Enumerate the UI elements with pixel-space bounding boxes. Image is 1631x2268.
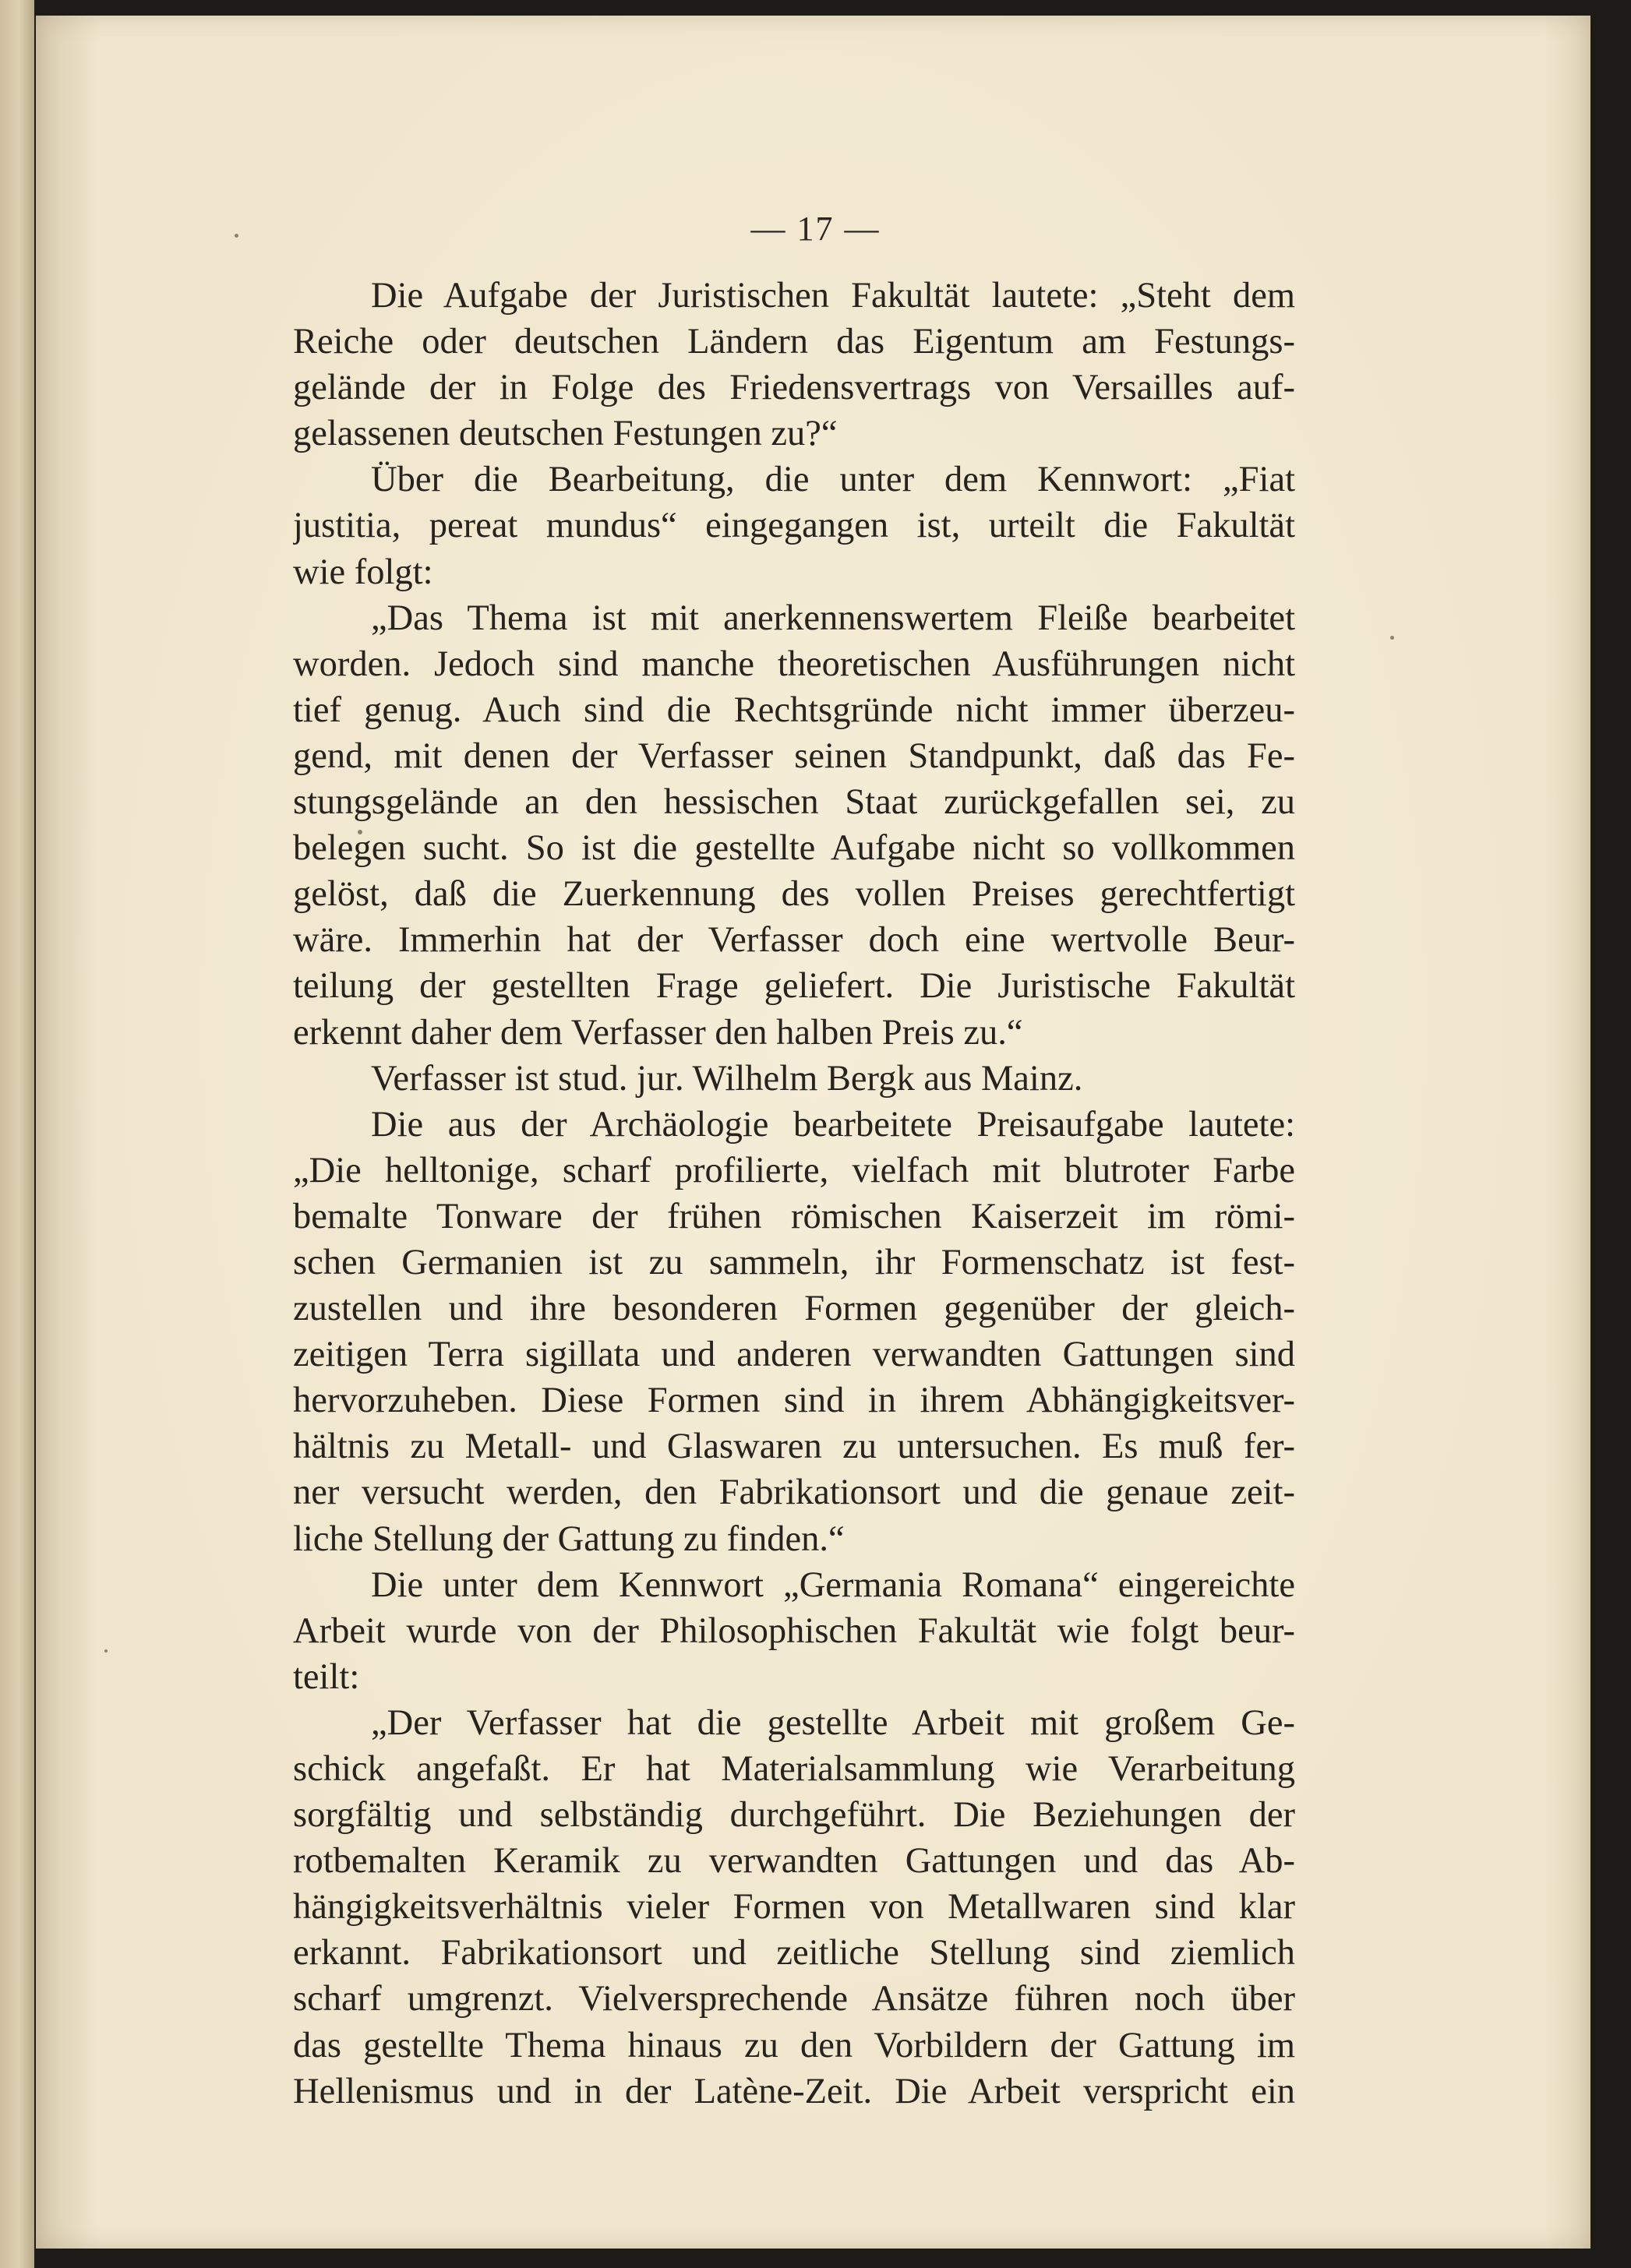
text-line: „Der Verfasser hat die gestellte Arbeit mit großem Ge- — [371, 1702, 1295, 1743]
text-line: bemalte Tonware der frühen römischen Kaiserzeit im römi- — [293, 1196, 1295, 1236]
text-line: Reiche oder deutschen Ländern das Eigentum am Festungs- — [293, 322, 1295, 362]
text-line: gelassenen deutschen Festungen zu?“ — [293, 414, 838, 454]
text-line: worden. Jedoch sind manche theoretischen Ausführungen nicht — [293, 644, 1295, 684]
paper-speck — [1390, 636, 1394, 640]
text-line: Hellenismus und in der Latène-Zeit. Die Arbeit verspricht ein — [293, 2071, 1295, 2111]
text-line: Die Aufgabe der Juristischen Fakultät lautete: „Steht dem — [371, 276, 1295, 316]
text-line: erkannt. Fabrikationsort und zeitliche Stellung sind ziemlich — [293, 1933, 1295, 1973]
text-line: ner versucht werden, den Fabrikationsort und die genaue zeit- — [293, 1473, 1295, 1513]
text-line: teilung der gestellten Frage geliefert. Die Juristische Fakultät — [293, 966, 1295, 1007]
text-line: gelände der in Folge des Friedensvertrags von Versailles auf- — [293, 368, 1295, 408]
page-number: — 17 — — [750, 210, 881, 248]
text-line: gend, mit denen der Verfasser seinen Standpunkt, daß das Fe- — [293, 735, 1295, 776]
text-line: „Das Thema ist mit anerkennenswertem Fleiße bearbeitet — [371, 598, 1295, 638]
text-line: zustellen und ihre besonderen Formen gegenüber der gleich- — [293, 1289, 1295, 1329]
text-line: wäre. Immerhin hat der Verfasser doch eine wertvolle Beur- — [293, 920, 1295, 961]
text-line: hervorzuheben. Diese Formen sind in ihrem Abhängigkeitsver- — [293, 1381, 1295, 1421]
text-line: Verfasser ist stud. jur. Wilhelm Bergk aus Mainz. — [371, 1058, 1083, 1099]
text-line: Über die Bearbeitung, die unter dem Kennwort: „Fiat — [371, 460, 1295, 500]
text-line: liche Stellung der Gattung zu finden.“ — [293, 1518, 845, 1559]
text-line: Arbeit wurde von der Philosophischen Fakultät wie folgt beur- — [293, 1610, 1295, 1651]
text-line: belegen sucht. So ist die gestellte Aufgabe nicht so vollkommen — [293, 828, 1295, 869]
text-line: wie folgt: — [293, 552, 433, 592]
paper-speck — [104, 1649, 108, 1653]
text-line: das gestellte Thema hinaus zu den Vorbildern der Gattung im — [293, 2025, 1295, 2065]
text-line: rotbemalten Keramik zu verwandten Gattungen und das Ab- — [293, 1841, 1295, 1882]
body-text — [293, 273, 1295, 2115]
text-line: „Die helltonige, scharf profilierte, vielfach mit blutroter Farbe — [293, 1150, 1295, 1190]
text-line: justitia, pereat mundus“ eingegangen ist, urteilt die Fakultät — [293, 506, 1295, 546]
text-line: Die unter dem Kennwort „Germania Romana“ eingereichte — [371, 1564, 1295, 1605]
text-line: scharf umgrenzt. Vielversprechende Ansätze führen noch über — [293, 1979, 1295, 2019]
text-line: tief genug. Auch sind die Rechtsgründe nicht immer überzeu- — [293, 690, 1295, 730]
text-line: schen Germanien ist zu sammeln, ihr Formenschatz ist fest- — [293, 1242, 1295, 1282]
text-line: stungsgelände an den hessischen Staat zurückgefallen sei, zu — [293, 782, 1295, 823]
text-line: zeitigen Terra sigillata und anderen verwandten Gattungen sind — [293, 1335, 1295, 1375]
text-line: Die aus der Archäologie bearbeitete Preisaufgabe lautete: — [371, 1104, 1295, 1145]
text-line: schick angefaßt. Er hat Materialsammlung wie Verarbeitung — [293, 1749, 1295, 1789]
text-line: hältnis zu Metall- und Glaswaren zu untersuchen. Es muß fer- — [293, 1427, 1295, 1467]
text-line: hängigkeitsverhältnis vieler Formen von Metallwaren sind klar — [293, 1887, 1295, 1928]
previous-page-edge — [0, 0, 34, 2268]
text-line: gelöst, daß die Zuerkennung des vollen Preises gerechtfertigt — [293, 874, 1295, 915]
text-line: teilt: — [293, 1656, 360, 1697]
text-line: sorgfältig und selbständig durchgeführt. Die Beziehungen der — [293, 1795, 1295, 1836]
text-line: erkennt daher dem Verfasser den halben Preis zu.“ — [293, 1012, 1023, 1053]
